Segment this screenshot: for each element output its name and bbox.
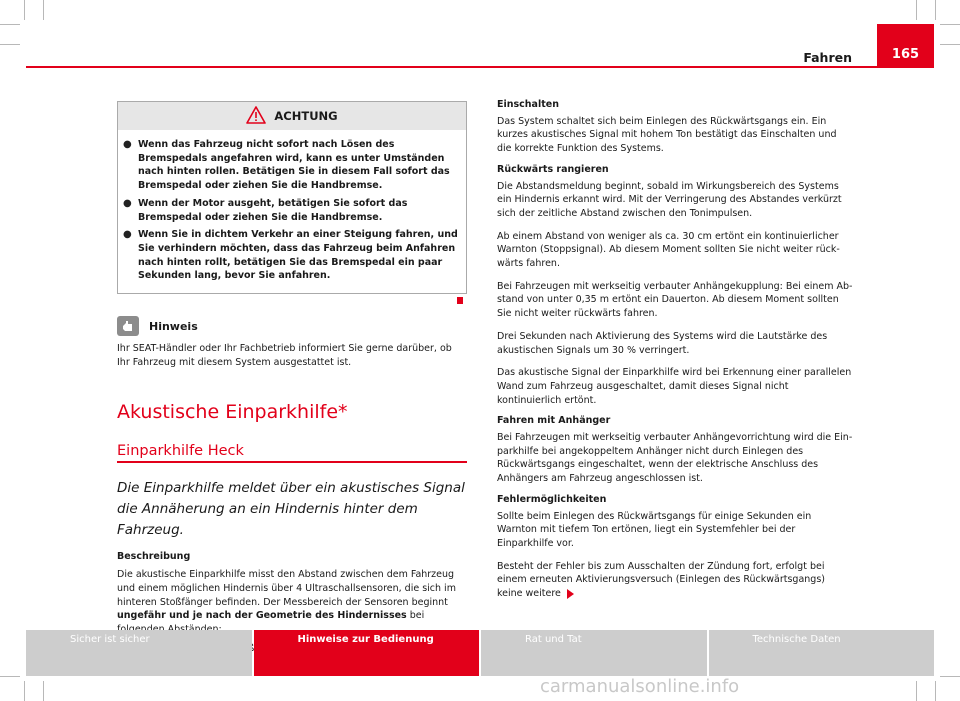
crop-mark — [940, 44, 960, 45]
description-bold: ungefähr und je nach der Geometrie des Hindernisses — [117, 610, 407, 622]
page-number: 165 — [877, 24, 934, 66]
note-header — [117, 316, 467, 336]
crop-mark — [940, 676, 960, 677]
note-title: Hinweis — [149, 319, 198, 333]
crop-mark — [43, 0, 44, 20]
footer-tab-technische-daten[interactable]: Technische Daten — [709, 630, 935, 676]
continue-arrow-icon — [567, 589, 574, 599]
warning-triangle-icon — [246, 106, 266, 127]
page-header-title: Fahren — [803, 50, 852, 65]
heading-einschalten: Einschalten — [497, 99, 559, 110]
description-text — [117, 568, 467, 637]
crop-mark — [43, 681, 44, 701]
warning-body — [118, 130, 466, 293]
section-end-mark — [457, 297, 463, 304]
watermark: carmanualsonline.info — [540, 676, 740, 697]
paragraph-text: Besteht der Fehler bis zum Ausschalten der Zündung fort, erfolgt bei einem erneuten Aktivierungsversuch (Einlegen des Rückwärtsgangs) keine weitere — [497, 560, 825, 600]
bullet-icon: ● — [123, 229, 132, 241]
footer-tab-hinweise-zur-bedienung[interactable]: Hinweise zur Bedienung — [254, 630, 480, 676]
left-column — [117, 101, 467, 674]
heading-rueckwaerts-rangieren: Rückwärts rangieren — [497, 163, 609, 175]
crop-mark — [0, 24, 20, 25]
crop-mark — [24, 0, 25, 20]
warning-item-text: Wenn Sie in dichtem Verkehr an einer Steigung fahren, und Sie verhindern möchten, dass das Fahrzeug beim Anfahren nach hinten rollt, betätigen Sie das Bremspedal ein paar Sekunden lang, bevor Sie anfahren. — [138, 229, 458, 282]
paragraph: Das System schaltet sich beim Einlegen des Rückwärtsgangs ein. Ein kurzes akustisches Signal mit hohem Ton bestätigt das Einschalten und die korrekte Funktion des Systems. — [497, 115, 837, 155]
right-column — [497, 98, 853, 601]
section-intro: Die Einparkhilfe meldet über ein akustisches Signal die Annäherung an ein Hindernis hinter dem Fahrzeug. — [117, 480, 465, 539]
warning-title: ACHTUNG — [274, 109, 338, 123]
header-divider — [26, 66, 934, 68]
note-icon — [117, 316, 139, 336]
warning-item-text: Wenn der Motor ausgeht, betätigen Sie sofort das Bremspedal oder ziehen Sie die Handbremse. — [138, 197, 408, 223]
paragraph: Das akustische Signal der Einparkhilfe wird bei Erkennung einer parallelen Wand zum Fahrzeug ausgeschaltet, damit dieses Signal nicht kontinuierlich ertönt. — [497, 367, 852, 406]
crop-mark — [916, 0, 917, 20]
warning-header — [118, 102, 466, 130]
paragraph: Die Abstandsmeldung beginnt, sobald im Wirkungsbereich des Systems ein Hindernis erkannt wird. Mit der Verringerung des Abstandes verkürzt sich der zeitliche Abstand zwischen den Tonimpulsen. — [497, 180, 842, 219]
paragraph: Bei Fahrzeugen mit werkseitig verbauter Anhängekupplung: Bei einem Abstand von unter 0,35 m ertönt ein Dauerton. Ab diesem Moment sollten Sie nicht weiter rückwärts fahren. — [497, 280, 853, 320]
heading-fahren-mit-anhaenger: Fahren mit Anhänger — [497, 415, 611, 427]
bullet-icon: ● — [123, 139, 132, 150]
crop-mark — [24, 681, 25, 701]
paragraph — [497, 560, 853, 601]
heading-fehlermoeglichkeiten: Fehlermöglichkeiten — [497, 493, 607, 505]
footer-tab-sicher-ist-sicher[interactable]: Sicher ist sicher — [26, 630, 252, 676]
description-heading: Beschreibung — [117, 551, 191, 563]
crop-mark — [0, 676, 20, 677]
paragraph: Ab einem Abstand von weniger als ca. 30 cm ertönt ein kontinuierlicher Warnton (Stoppsignal). Ab diesem Moment sollten Sie nicht weiter rückwärts fahren. — [497, 230, 840, 270]
section-subtitle: Einparkhilfe Heck — [117, 443, 467, 463]
crop-mark — [935, 0, 936, 20]
bullet-icon: ● — [123, 197, 132, 209]
crop-mark — [916, 681, 917, 701]
paragraph: Drei Sekunden nach Aktivierung des Systems wird die Lautstärke des akustischen Signals um 30 % verringert. — [497, 330, 828, 356]
footer-nav — [26, 630, 934, 676]
paragraph: Bei Fahrzeugen mit werkseitig verbauter Anhängevorrichtung wird die Einparkhilfe bei angekoppeltem Anhänger nicht durch Einlegen des Rückwärtsgangs eingeschaltet, wenn der elektrische Anschluss des Anhängers am Fahrzeug angeschlossen ist. — [497, 432, 853, 485]
crop-mark — [935, 681, 936, 701]
description-text-part: Die akustische Einparkhilfe misst den Abstand zwischen dem Fahrzeug und einem möglichen Hindernis über 4 Ultraschallsensoren, die sich im hinteren Stoßfänger befinden. Der Messbereich der Sensoren beginnt — [117, 569, 456, 608]
section-title: Akustische Einparkhilfe* — [117, 401, 348, 424]
description-text-part: bei — [409, 610, 425, 622]
crop-mark — [940, 24, 960, 25]
warning-item-text: Wenn das Fahrzeug nicht sofort nach Lösen des Bremspedals angefahren wird, kann es unter Umständen nach hinten rollen. Betätigen Sie in diesem Fall sofort das Bremspedal oder ziehen Sie die Handbremse. — [138, 139, 450, 192]
note-text: Ihr SEAT-Händler oder Ihr Fachbetrieb informiert Sie gerne darüber, ob Ihr Fahrzeug mit diesem System ausgestattet ist. — [117, 343, 452, 368]
warning-item — [123, 197, 461, 224]
warning-item — [123, 228, 461, 283]
crop-mark — [0, 44, 20, 45]
footer-tab-rat-und-tat[interactable]: Rat und Tat — [481, 630, 707, 676]
paragraph: Sollte beim Einlegen des Rückwärtsgangs für einige Sekunden ein Warnton mit tiefem Ton ertönen, liegt ein Systemfehler bei der Einparkhilfe vor. — [497, 510, 812, 549]
warning-box — [117, 101, 467, 294]
warning-item — [123, 138, 461, 193]
